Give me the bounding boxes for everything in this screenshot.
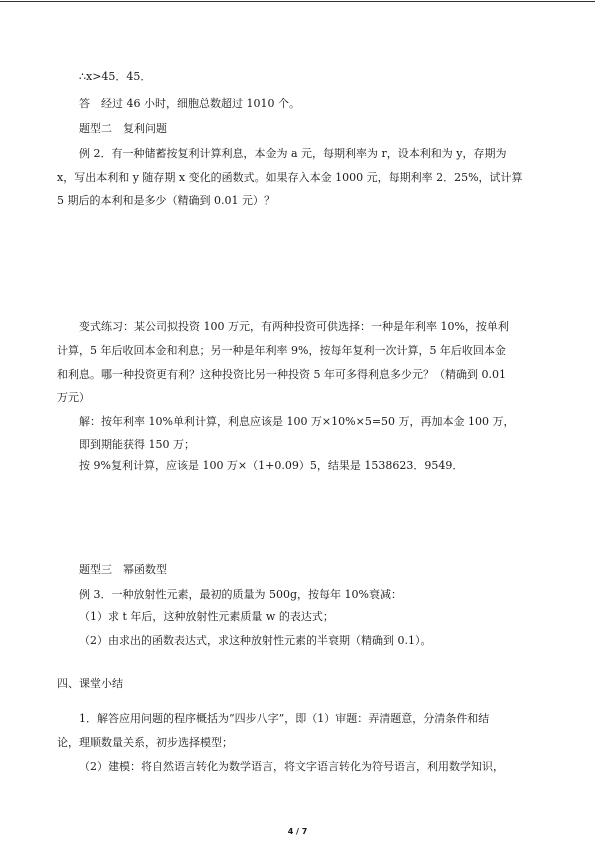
text-line: 5 期后的本利和是多少（精确到 0.01 元）？ xyxy=(57,194,275,207)
section-heading: 题型三 幂函数型 xyxy=(79,563,167,576)
text-line: 变式练习：某公司拟投资 100 万元，有两种投资可供选择：一种是年利率 10%，按单利 xyxy=(79,320,509,333)
text-line: 和利息。哪一种投资更有利？这种投资比另一种投资 5 年可多得利息多少元？（精确到 0.01 xyxy=(57,368,506,381)
text-line: 答 经过 46 小时，细胞总数超过 1010 个。 xyxy=(79,97,300,110)
text-line: 按 9%复利计算，应该是 100 万×（1+0.09）5，结果是 1538623．9549． xyxy=(79,459,464,472)
text-line: 例 3．一种放射性元素，最初的质量为 500g，按每年 10%衰减： xyxy=(79,588,402,601)
text-line: （2）建模：将自然语言转化为数学语言，将文字语言转化为符号语言，利用数学知识， xyxy=(79,760,504,773)
text-line: ∴x>45．45． xyxy=(79,70,152,83)
section-heading: 题型二 复利问题 xyxy=(79,122,167,135)
text-line: 计算，5 年后收回本金和利息；另一种是年利率 9%，按每年复利一次计算，5 年后收回本金 xyxy=(57,344,506,357)
text-line: 1．解答应用问题的程序概括为“四步八字”，即（1）审题：弄清题意，分清条件和结 xyxy=(79,712,490,725)
page-number: 4 / 7 xyxy=(287,827,308,836)
text-line: （2）由求出的函数表达式，求这种放射性元素的半衰期（精确到 0.1）。 xyxy=(79,634,432,647)
text-line: 万元） xyxy=(57,391,90,404)
text-line: x，写出本利和 y 随存期 x 变化的函数式。如果存入本金 1000 元，每期利率 2．25%，试计算 xyxy=(57,171,523,184)
section-heading: 四、课堂小结 xyxy=(57,677,123,690)
text-line: 即到期能获得 150 万； xyxy=(79,438,195,451)
text-line: （1）求 t 年后，这种放射性元素质量 w 的表达式； xyxy=(79,610,334,623)
text-line: 解：按年利率 10%单利计算，利息应该是 100 万×10%×5=50 万，再加本金 100 万， xyxy=(79,415,515,428)
text-line: 例 2．有一种储蓄按复利计算利息，本金为 a 元，每期利率为 r，设本利和为 y，存期为 xyxy=(79,147,507,160)
text-line: 论，理顺数量关系，初步选择模型； xyxy=(57,736,233,749)
header-rule xyxy=(0,1,595,2)
